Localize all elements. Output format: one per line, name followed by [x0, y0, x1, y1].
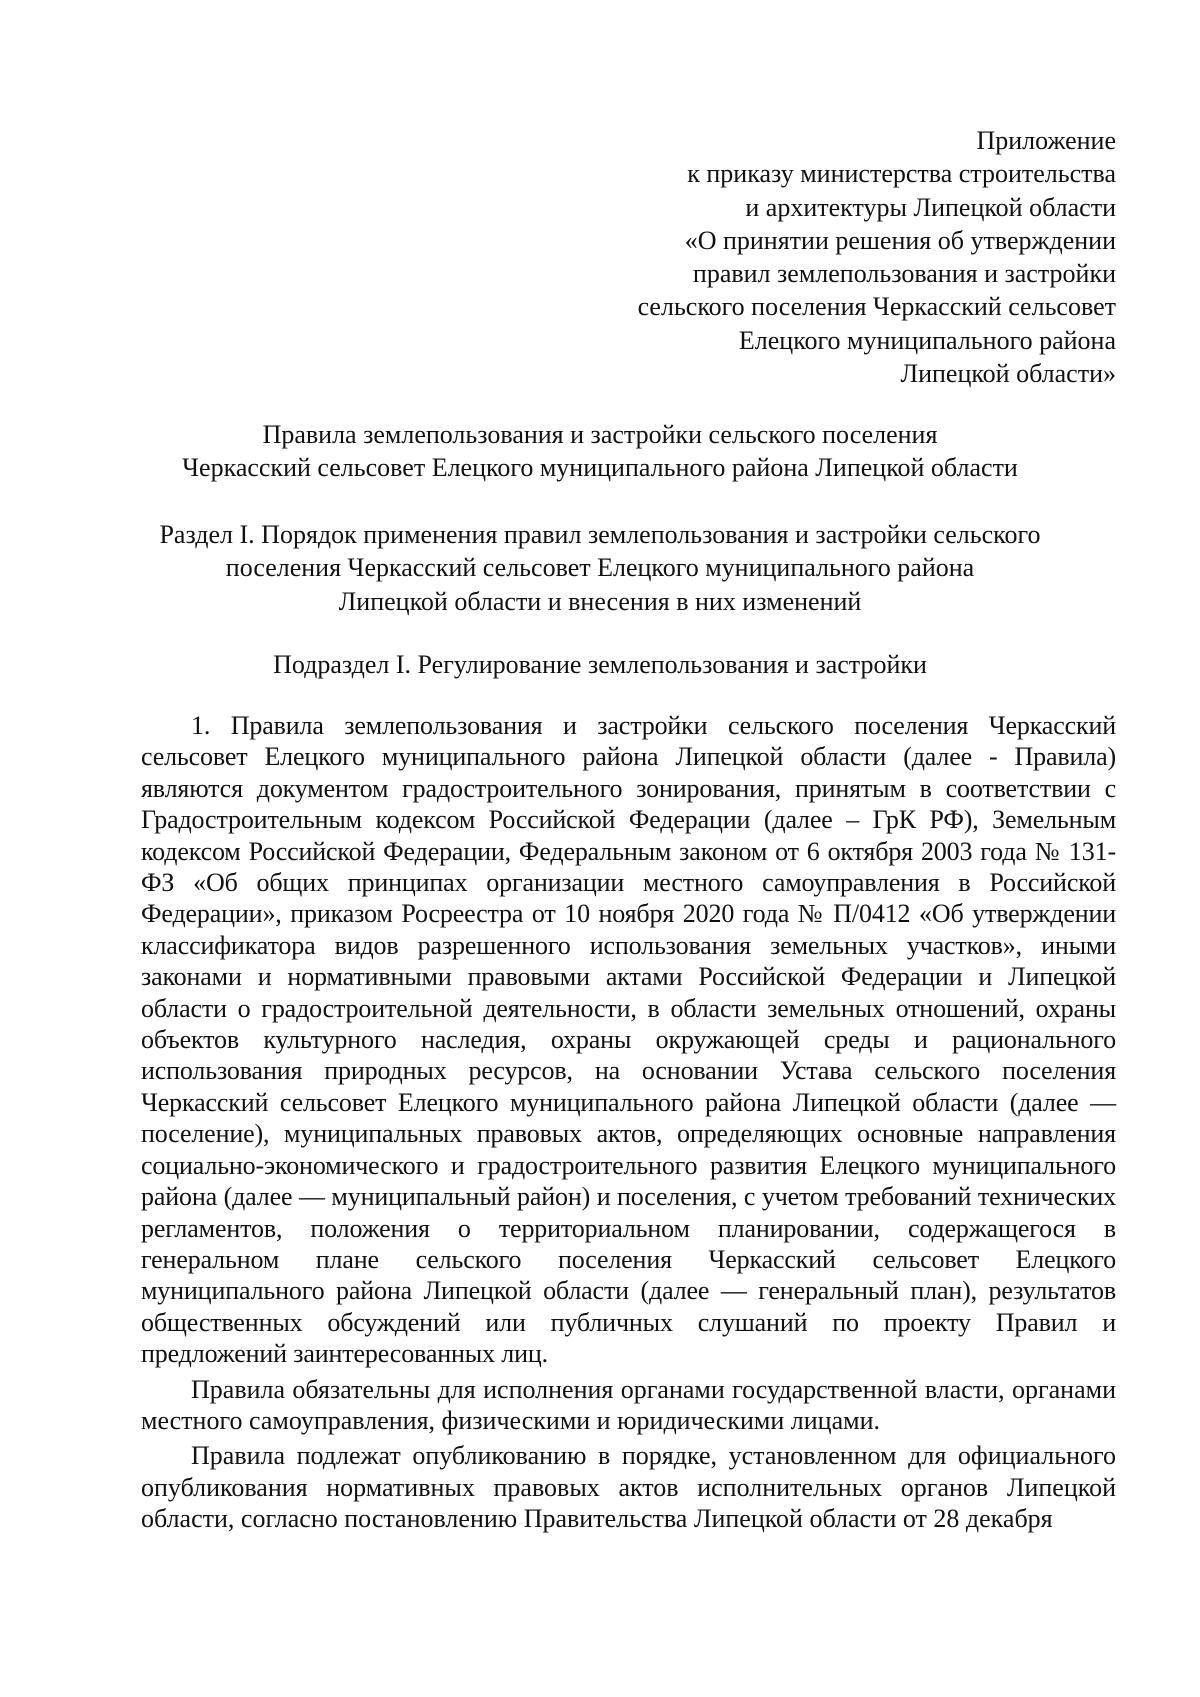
subsection-title-text: Подраздел I. Регулирование землепользования и застройки: [273, 650, 927, 679]
document-title: [0, 418, 1200, 485]
appendix-line: Елецкого муниципального района: [738, 325, 1116, 355]
subsection-title: [0, 648, 1200, 681]
appendix-line: сельского поселения Черкасский сельсовет: [637, 292, 1116, 322]
appendix-line: к приказу министерства строительства: [687, 159, 1116, 189]
section-title-line: Липецкой области и внесения в них изменений: [338, 586, 862, 616]
appendix-line: Липецкой области»: [900, 359, 1116, 389]
paragraph: Правила подлежат опубликованию в порядке, установленном для официального опубликования нормативных правовых актов исполнительных органов Липецкой области, согласно постановлению Правительства Липецкой области от 28 декабря: [141, 1441, 1116, 1534]
document-title-line: Черкасский сельсовет Елецкого муниципального района Липецкой области: [182, 453, 1018, 483]
section-title: [0, 518, 1200, 618]
appendix-line: «О принятии решения об утверждении: [684, 225, 1116, 255]
section-title-line: поселения Черкасский сельсовет Елецкого муниципального района: [225, 553, 975, 583]
paragraph: 1. Правила землепользования и застройки сельского поселения Черкасский сельсовет Елецкого муниципального района Липецкой области (далее - Правила) являются документом градостроительного зонирования, принятым в соответствии с Градостроительным кодексом Российской Федерации (далее – ГрК РФ), Земельным кодексом Российской Федерации, Федеральным законом от 6 октября 2003 года № 131-ФЗ «Об общих принципах организации местного самоуправления в Российской Федерации», приказом Росреестра от 10 ноября 2020 года № П/0412 «Об утверждении классификатора видов разрешенного использования земельных участков», иными законами и нормативными правовыми актами Российской Федерации и Липецкой области о градостроительной деятельности, в области земельных отношений, охраны объектов культурного наследия, охраны окружающей среды и рационального использования природных ресурсов, на основании Устава сельского поселения Черкасский сельсовет Елецкого муниципального района Липецкой области (далее — поселение), муниципальных правовых актов, определяющих основные направления социально-экономического и градостроительного развития Елецкого муниципального района (далее — муниципальный район) и поселения, с учетом требований технических регламентов, положения о территориальном планировании, содержащегося в генеральном плане сельского поселения Черкасский сельсовет Елецкого муниципального района Липецкой области (далее — генеральный план), результатов общественных обсуждений или публичных слушаний по проекту Правил и предложений заинтересованных лиц.: [141, 711, 1116, 1369]
paragraph: Правила обязательны для исполнения органами государственной власти, органами местного самоуправления, физическими и юридическими лицами.: [141, 1374, 1116, 1435]
section-title-line: Раздел I. Порядок применения правил землепользования и застройки сельского: [159, 520, 1041, 549]
appendix-line: и архитектуры Липецкой области: [745, 192, 1116, 222]
document-body: [141, 710, 1116, 1535]
appendix-header: [638, 124, 1116, 390]
appendix-line: Приложение: [976, 126, 1116, 155]
appendix-line: правил землепользования и застройки: [692, 259, 1116, 289]
document-title-line: Правила землепользования и застройки сельского поселения: [262, 420, 938, 449]
